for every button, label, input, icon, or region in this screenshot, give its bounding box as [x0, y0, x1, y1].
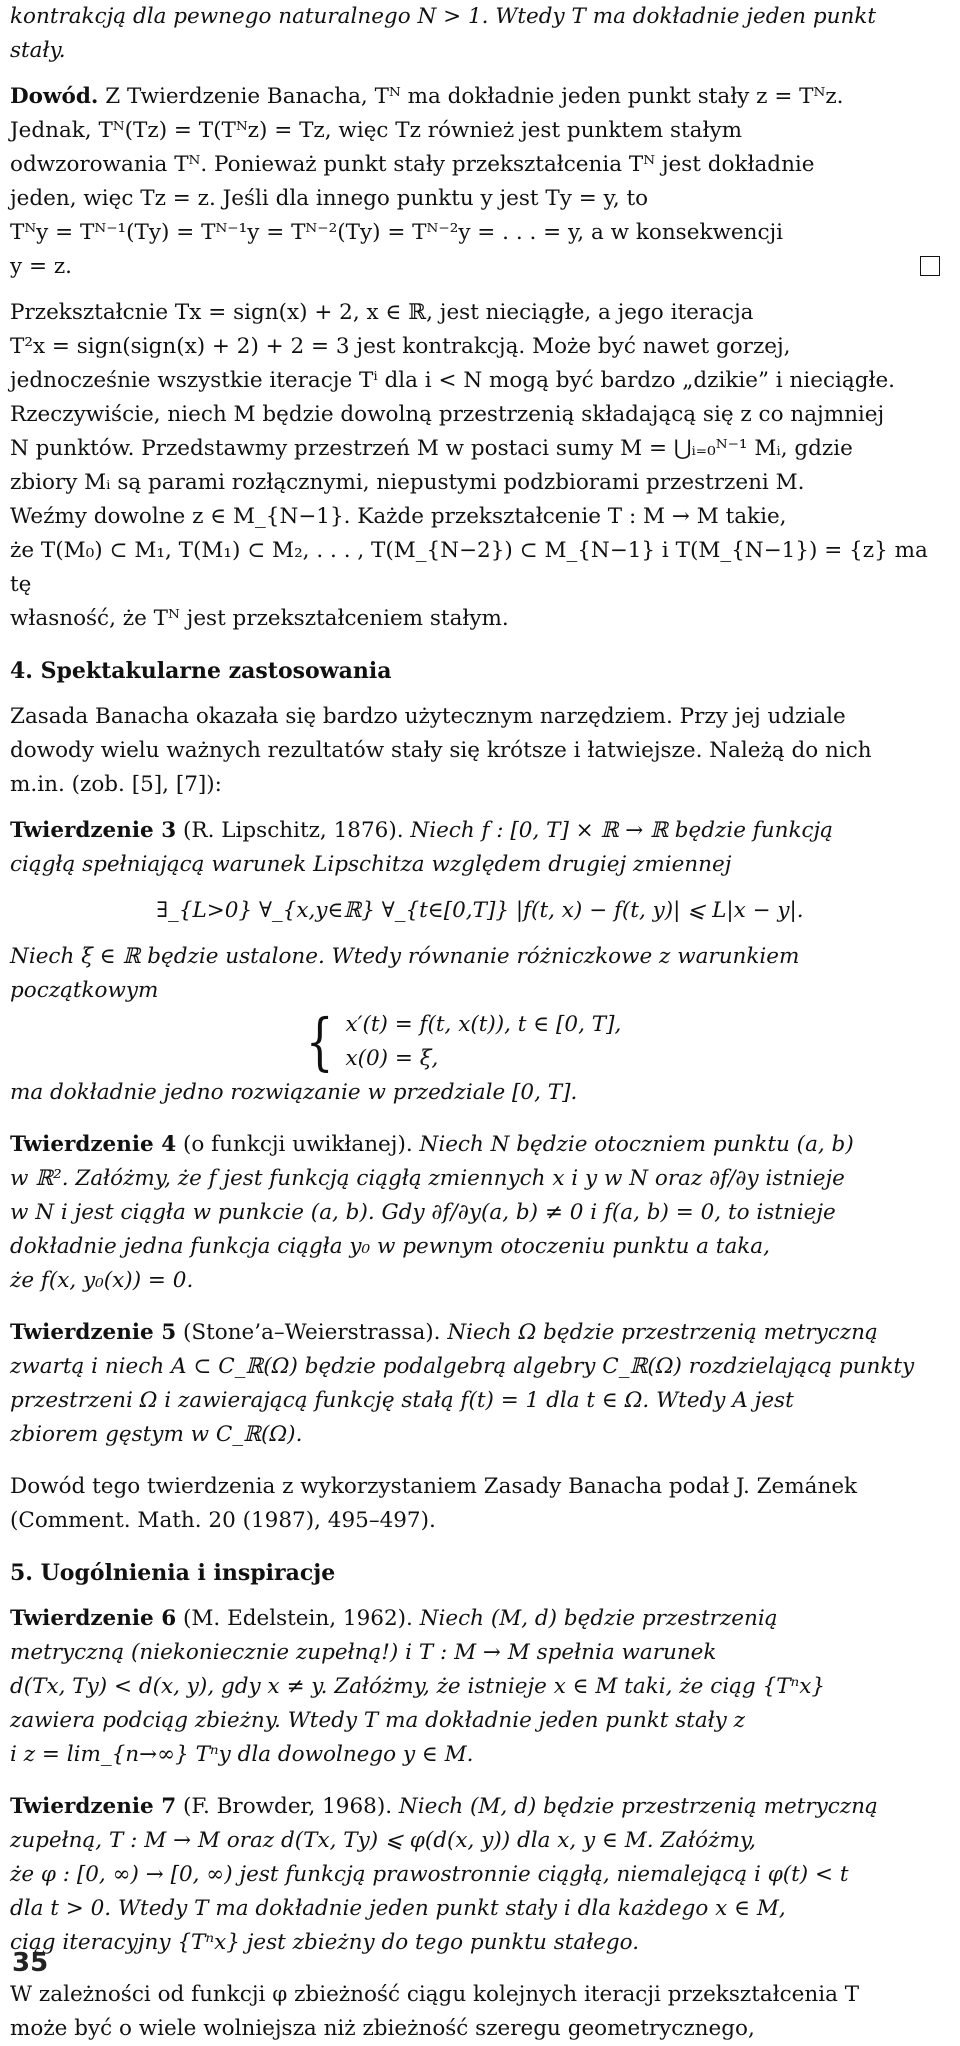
theorem-continuation: stały. [10, 38, 66, 63]
document-page [10, 0, 950, 2046]
section-heading: 5. Uogólnienia i inspiracje [10, 1560, 336, 1586]
theorem-text: zupełną, T : M → M oraz d(Tx, Ty) ⩽ φ(d(x, y)) dla x, y ∈ M. Załóżmy, [10, 1828, 756, 1853]
paragraph-line: może być o wiele wolniejsza niż zbieżność szeregu geometrycznego, [10, 2016, 755, 2041]
theorem-text-part: Niech ξ ∈ ℝ będzie ustalone. [10, 944, 325, 969]
paragraph-line: Weźmy dowolne z ∈ M_{N−1}. Każde przekształcenie T : M → M takie, [10, 504, 787, 529]
paragraph-line: Przekształcnie Tx = sign(x) + 2, x ∈ ℝ, jest nieciągłe, a jego iteracja [10, 300, 754, 325]
paragraph-line: dowody wielu ważnych rezultatów stały się krótsze i łatwiejsze. Należą do nich [10, 738, 872, 763]
theorem-text: początkowym [10, 978, 159, 1003]
theorem-text: metryczną (niekoniecznie zupełną!) i T : M → M spełnia warunek [10, 1640, 717, 1665]
paragraph-line: W zależności od funkcji φ zbieżność ciągu kolejnych iteracji przekształcenia T [10, 1982, 860, 2007]
theorem-text-part: Wtedy równanie różniczkowe z warunkiem [324, 944, 800, 969]
theorem-text: zbiorem gęstym w C_ℝ(Ω). [10, 1422, 303, 1447]
theorem-label: Twierdzenie 7 [10, 1794, 177, 1819]
theorem-text: ma dokładnie jedno rozwiązanie w przedziale [0, T]. [10, 1080, 578, 1105]
theorem-text: w N i jest ciągła w punkcie (a, b). Gdy ∂f/∂y(a, b) ≠ 0 i f(a, b) = 0, to istnieje [10, 1200, 836, 1225]
theorem-text: ciąg iteracyjny {Tⁿx} jest zbieżny do tego punktu stałego. [10, 1930, 640, 1955]
proof-line: Jednak, Tᴺ(Tz) = T(Tᴺz) = Tz, więc Tz również jest punktem stałym [10, 118, 742, 143]
theorem-text: zawiera podciąg zbieżny. Wtedy T ma dokładnie jeden punkt stały z [10, 1708, 745, 1733]
ode-system [300, 1005, 950, 1078]
theorem-text: że φ : [0, ∞) → [0, ∞) jest funkcją prawostronnie ciągłą, niemalejącą i φ(t) < t [10, 1862, 849, 1887]
proof-line: jeden, więc Tz = z. Jeśli dla innego punktu y jest Ty = y, to [10, 186, 649, 211]
proof-text: Z Twierdzenie Banacha, Tᴺ ma dokładnie jeden punkt stały z = Tᴺz. [98, 84, 844, 109]
theorem-4-line [10, 1128, 950, 1162]
page-number: 35 [12, 1948, 49, 1978]
theorem-label: Twierdzenie 4 [10, 1132, 177, 1157]
proof-label: Dowód. [10, 84, 99, 109]
proof-end-line [10, 250, 950, 284]
qed-square-icon [920, 256, 940, 276]
lipschitz-condition: ∃_{L>0} ∀_{x,y∈ℝ} ∀_{t∈[0,T]} |f(t, x) − f(t, y)| ⩽ L|x − y|. [156, 898, 804, 923]
paragraph-line: m.in. (zob. [5], [7]): [10, 772, 222, 797]
proof-line: Tᴺy = Tᴺ⁻¹(Ty) = Tᴺ⁻¹y = Tᴺ⁻²(Ty) = Tᴺ⁻²y = . . . = y, a w konsekwencji [10, 220, 784, 245]
paragraph-line: własność, że Tᴺ jest przekształceniem stałym. [10, 606, 509, 631]
theorem-attribution: (M. Edelstein, 1962). [176, 1606, 420, 1631]
theorem-continuation: kontrakcją dla pewnego naturalnego N > 1. Wtedy T ma dokładnie jeden punkt [10, 4, 876, 29]
theorem-attribution: (F. Browder, 1968). [176, 1794, 399, 1819]
paragraph-line: że T(M₀) ⊂ M₁, T(M₁) ⊂ M₂, . . . , T(M_{N−2}) ⊂ M_{N−1} i T(M_{N−1}) = {z} ma tę [10, 538, 928, 597]
paragraph-line: jednocześnie wszystkie iteracje Tⁱ dla i < N mogą być bardzo „dzikie” i nieciągłe. [10, 368, 895, 393]
theorem-text: Niech N będzie otoczniem punktu (a, b) [419, 1132, 854, 1157]
ode-equation: x′(t) = f(t, x(t)), t ∈ [0, T], [345, 1012, 622, 1037]
theorem-label: Twierdzenie 3 [10, 818, 177, 843]
proof-line [10, 80, 950, 114]
initial-condition: x(0) = ξ, [345, 1046, 439, 1071]
theorem-text: dla t > 0. Wtedy T ma dokładnie jeden punkt stały i dla każdego x ∈ M, [10, 1896, 786, 1921]
theorem-text: w ℝ². Załóżmy, że f jest funkcją ciągłą zmiennych x i y w N oraz ∂f/∂y istnieje [10, 1166, 845, 1191]
theorem-text: zwartą i niech A ⊂ C_ℝ(Ω) będzie podalgebrą algebry C_ℝ(Ω) rozdzielającą punkty [10, 1354, 915, 1379]
theorem-text: i z = lim_{n→∞} Tⁿy dla dowolnego y ∈ M. [10, 1742, 474, 1767]
theorem-text: przestrzeni Ω i zawierającą funkcję stałą f(t) = 1 dla t ∈ Ω. Wtedy A jest [10, 1388, 794, 1413]
theorem-attribution: (o funkcji uwikłanej). [176, 1132, 420, 1157]
theorem-text: d(Tx, Ty) < d(x, y), gdy x ≠ y. Załóżmy, że istnieje x ∈ M taki, że ciąg {Tⁿx} [10, 1674, 826, 1699]
section-heading: 4. Spektakularne zastosowania [10, 658, 392, 684]
left-brace-icon: { [305, 1005, 334, 1078]
paragraph-line: zbiory Mᵢ są parami rozłącznymi, niepustymi podzbiorami przestrzeni M. [10, 470, 805, 495]
paragraph-line: Dowód tego twierdzenia z wykorzystaniem Zasady Banacha podał J. Zemánek [10, 1474, 858, 1499]
proof-line: odwzorowania Tᴺ. Ponieważ punkt stały przekształcenia Tᴺ jest dokładnie [10, 152, 815, 177]
theorem-label: Twierdzenie 5 [10, 1320, 177, 1345]
theorem-3-line [10, 814, 950, 848]
theorem-text [10, 940, 950, 974]
theorem-text: Niech (M, d) będzie przestrzenią metryczną [398, 1794, 878, 1819]
paragraph-line: (Comment. Math. 20 (1987), 495–497). [10, 1508, 436, 1533]
theorem-attribution: (R. Lipschitz, 1876). [176, 818, 411, 843]
theorem-text: dokładnie jedna funkcja ciągła y₀ w pewnym otoczeniu punktu a taka, [10, 1234, 770, 1259]
paragraph-line: N punktów. Przedstawmy przestrzeń M w postaci sumy M = ⋃ᵢ₌₀ᴺ⁻¹ Mᵢ, gdzie [10, 436, 853, 461]
theorem-text: ciągłą spełniającą warunek Lipschitza względem drugiej zmiennej [10, 852, 732, 877]
paragraph-line: Rzeczywiście, niech M będzie dowolną przestrzenią składającą się z co najmniej [10, 402, 885, 427]
paragraph-line: T²x = sign(sign(x) + 2) + 2 = 3 jest kontrakcją. Może być nawet gorzej, [10, 334, 791, 359]
theorem-5-line [10, 1316, 950, 1350]
theorem-label: Twierdzenie 6 [10, 1606, 177, 1631]
theorem-text: Niech f : [0, T] × ℝ → ℝ będzie funkcją [410, 818, 833, 843]
theorem-text: Niech (M, d) będzie przestrzenią [419, 1606, 778, 1631]
theorem-text: że f(x, y₀(x)) = 0. [10, 1268, 194, 1293]
theorem-text: Niech Ω będzie przestrzenią metryczną [447, 1320, 878, 1345]
theorem-7-line [10, 1790, 950, 1824]
proof-text: y = z. [10, 254, 72, 279]
paragraph-line: Zasada Banacha okazała się bardzo użytecznym narzędziem. Przy jej udziale [10, 704, 846, 729]
theorem-6-line [10, 1602, 950, 1636]
theorem-attribution: (Stone’a–Weierstrassa). [176, 1320, 448, 1345]
